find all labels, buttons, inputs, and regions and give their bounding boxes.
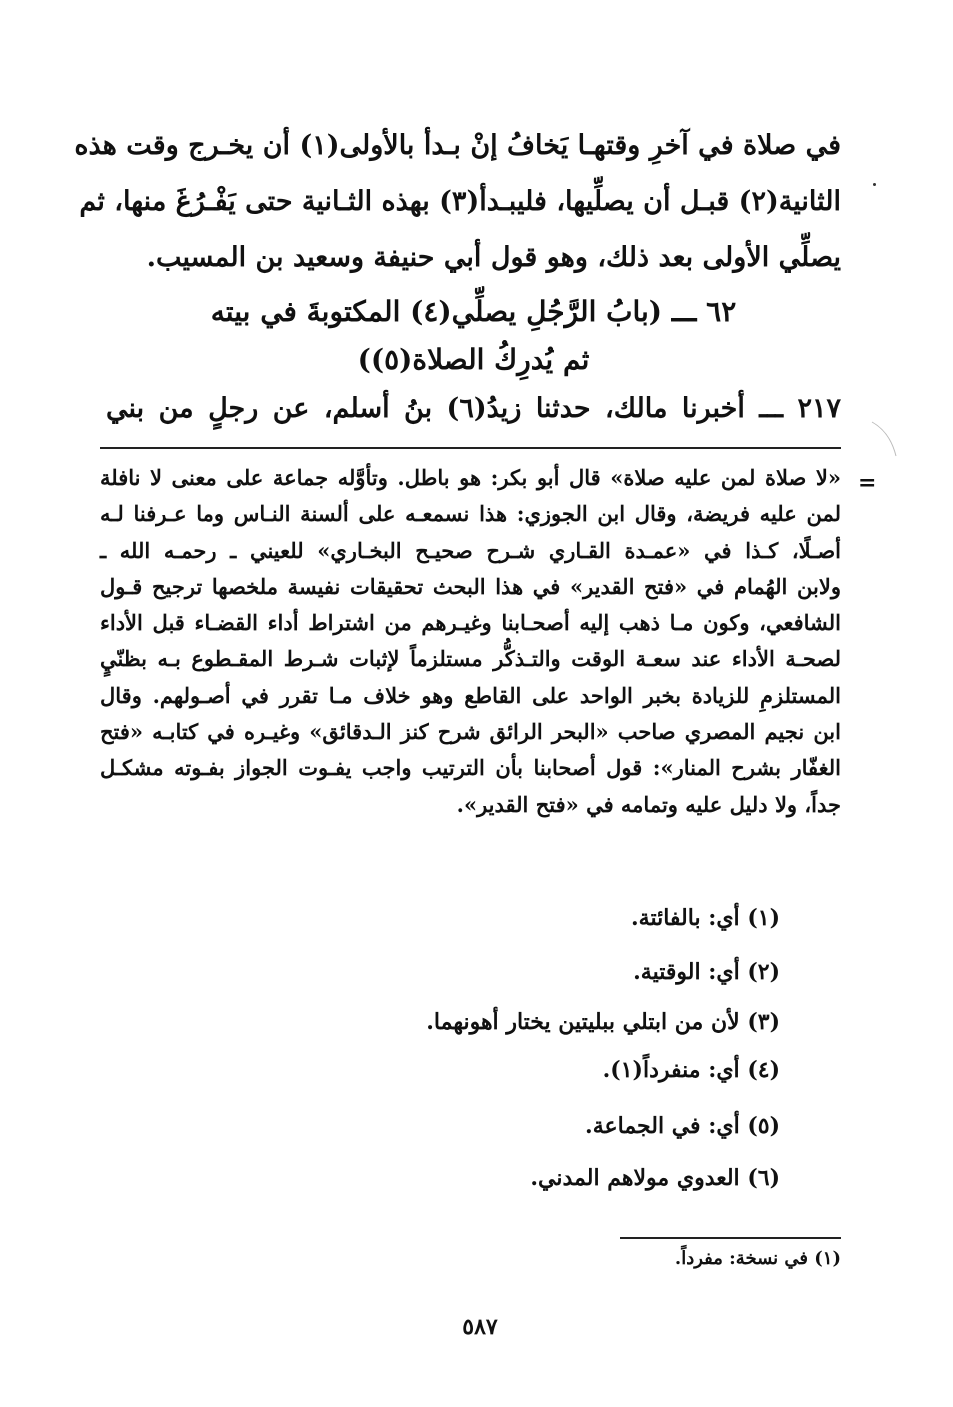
- footnote-line: لصحـة الأداء عند سعـة الوقت والتـذكُّر مستلزماً لإثبات شـرط المقـطوع بـه بظنّيٍ: [100, 646, 841, 672]
- scan-curve-mark: [870, 420, 900, 460]
- footnote-line: الغفّار بشرح المنار»: قول أصحابنا بأن الترتيب واجب يفـوت الجواز بفـوته مشكـل: [100, 755, 841, 781]
- numbered-note: (٦) العدوي مولاهم المدني.: [530, 1165, 780, 1191]
- footnote-line: ولابن الهُمام في «فتح القدير» في هذا البحث تحقيقات نفيسة ملخصها ترجيح قـول: [100, 573, 841, 599]
- main-text-line: الثانية(٢) قبـل أن يصلِّيها، فليبـدأ(٣) بهذه الثـانية حتى يَفْـرُغَ منها، ثم: [79, 186, 841, 217]
- footnote-line: الشافعي، وكون مـا ذهب إليه أصحـابنا وغيـرهم من اشتراط أداء القضـاء قبل الأداء: [100, 610, 841, 636]
- chapter-title-line: ثم يُدرِكُ الصلاة(٥)): [357, 343, 590, 376]
- scan-speck: [873, 183, 876, 186]
- numbered-note: (٣) لأن من ابتلي ببليتين يختار أهونهما.: [426, 1009, 780, 1035]
- main-text-line: في صلاة في آخرِ وقتهـا يَخافُ إنْ بـدأ بالأولى(١) أن يخـرج وقت هذه: [74, 130, 841, 161]
- numbered-note: (٢) أي: الوقتية.: [633, 959, 780, 985]
- footnotes-block: [100, 460, 841, 823]
- footnote-line: ابن نجيم المصري صاحب «البحر الرائق شرح كنز الـدقائق» وغيـره في كتابـه «فتح: [100, 719, 841, 745]
- footnote-line: «لا صلاة لمن عليه صلاة» قال أبو بكر: هو باطل. وتأوَّله جماعة على معنى لا نافلة: [100, 465, 841, 490]
- chapter-title-line: ٦٢ ـــ (بابُ الرَّجُلِ يصلِّي(٤) المكتوبةَ في بيته: [210, 295, 737, 328]
- sub-footnote: (١) في نسخة: مفرداً.: [674, 1248, 841, 1269]
- main-text-line: يصلِّي الأولى بعد ذلك، وهو قول أبي حنيفة وسعيد بن المسيب.: [146, 242, 841, 273]
- main-text: [74, 118, 841, 286]
- footnote-line: لمن عليه فريضة، وقال ابن الجوزي: هذا نسمعـه على ألسنة النـاس وما عـرفنا لـه: [100, 501, 841, 527]
- numbered-note: (١) أي: بالفائتة.: [630, 905, 780, 931]
- numbered-note: (٥) أي: في الجماعة.: [585, 1113, 780, 1139]
- footnote-divider: [100, 447, 841, 449]
- numbered-note: (٤) أي: منفرداً(١).: [602, 1057, 780, 1083]
- page-number: ٥٨٧: [462, 1314, 498, 1340]
- footnote-line: المستلزمِ للزيادة بخبر الواحد على القاطع وهو خلاف مـا تقرر في أصـولهم. وقال: [100, 682, 841, 708]
- hadith-text: ٢١٧ ـــ أخبرنا مالك، حدثنا زيدُ(٦) بنُ أسلم، عن رجلٍ من بني: [106, 393, 841, 424]
- continuation-mark: =: [858, 470, 877, 496]
- chapter-heading: [106, 288, 841, 384]
- subnote-divider: [620, 1237, 841, 1239]
- footnote-line: جداً، ولا دليل عليه وتمامه في «فتح القدير».: [456, 791, 841, 817]
- footnote-line: أصـلًا، كـذا في «عمـدة القـاري شـرح صحيـح البخـاري» للعيني ـ رحمـه الله ـ: [100, 537, 841, 563]
